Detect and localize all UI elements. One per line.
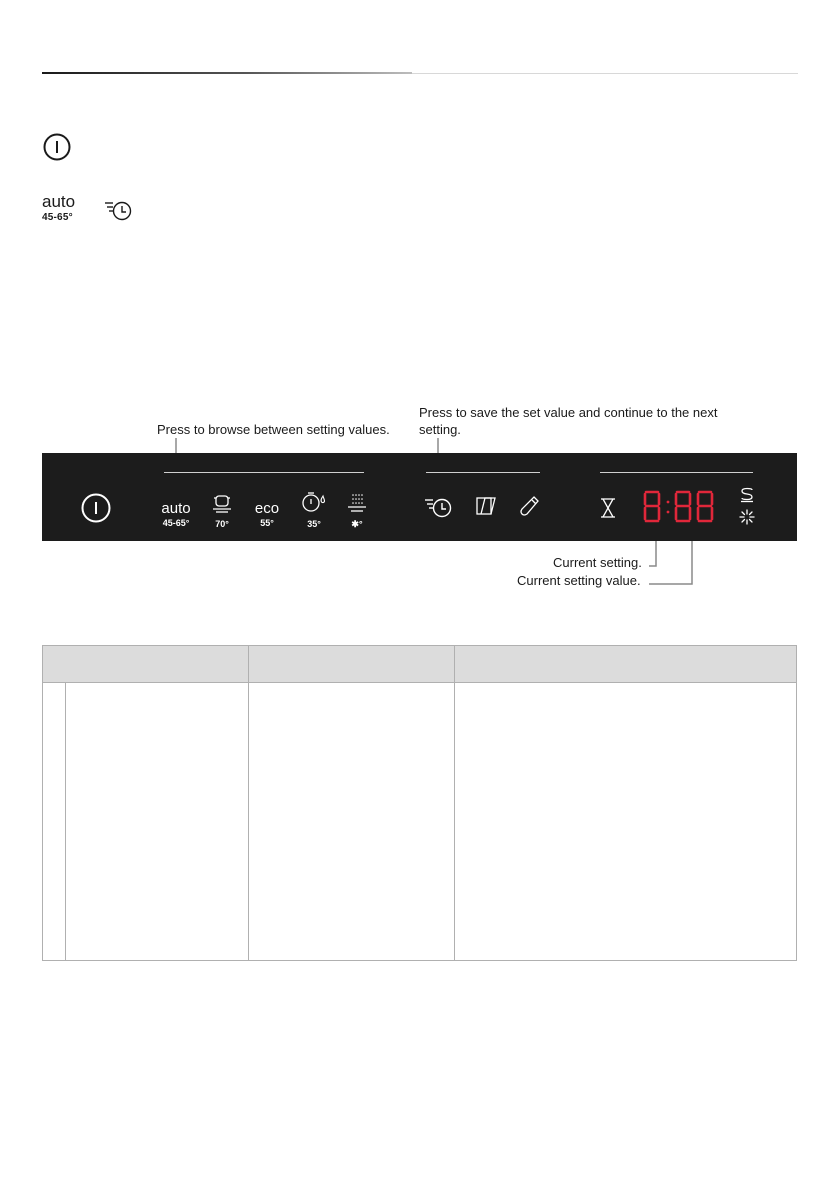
- display-group-line: [600, 472, 753, 473]
- program-eco-button[interactable]: [247, 501, 287, 528]
- program-eco-temp: 55°: [260, 518, 274, 528]
- program-auto-temp: 45-65°: [162, 518, 190, 528]
- table-column-divider: [248, 646, 249, 960]
- auto-door-button[interactable]: [475, 495, 497, 517]
- program-auto-word: auto: [161, 500, 191, 517]
- rinse-aid-icon: [519, 495, 541, 517]
- digital-display: [642, 489, 718, 525]
- timer-drop-icon: [301, 491, 327, 513]
- rinse-aid-indicator-icon: [739, 509, 755, 525]
- table-subcolumn-divider: [65, 682, 66, 960]
- salt-indicator-icon: [739, 487, 755, 503]
- table-column-divider: [454, 646, 455, 960]
- power-button[interactable]: [80, 492, 112, 524]
- auto-temp: 45-65°: [42, 212, 73, 223]
- program-rinse-temp: ✱°: [351, 519, 363, 529]
- programs-group-line: [164, 472, 364, 473]
- settings-table: [42, 645, 797, 961]
- rinse-cold-icon: [346, 493, 368, 513]
- hourglass-icon: [598, 497, 618, 519]
- rinse-aid-button[interactable]: [519, 495, 541, 517]
- auto-word: auto: [42, 192, 76, 211]
- control-panel: [42, 453, 797, 541]
- table-header-row: [43, 646, 796, 683]
- program-eco-word: eco: [254, 500, 280, 517]
- delay-start-icon: [424, 495, 454, 519]
- options-group-line: [426, 472, 540, 473]
- program-auto-button[interactable]: [155, 501, 197, 528]
- program-quick-button[interactable]: [297, 491, 331, 529]
- program-rinse-button[interactable]: [340, 493, 374, 529]
- program-intensive-button[interactable]: [205, 493, 239, 529]
- pot-icon: [211, 493, 233, 513]
- callout-current-setting: Current setting.: [553, 555, 642, 570]
- program-quick-temp: 35°: [307, 519, 321, 529]
- callout-browse: Press to browse between setting values.: [157, 422, 390, 437]
- delay-start-button[interactable]: [424, 495, 454, 519]
- door-open-icon: [475, 495, 497, 517]
- callout-current-value: Current setting value.: [517, 573, 641, 588]
- program-intensive-temp: 70°: [215, 519, 229, 529]
- callout-save: Press to save the set value and continue to the next setting.: [419, 405, 718, 437]
- power-icon: [80, 492, 112, 524]
